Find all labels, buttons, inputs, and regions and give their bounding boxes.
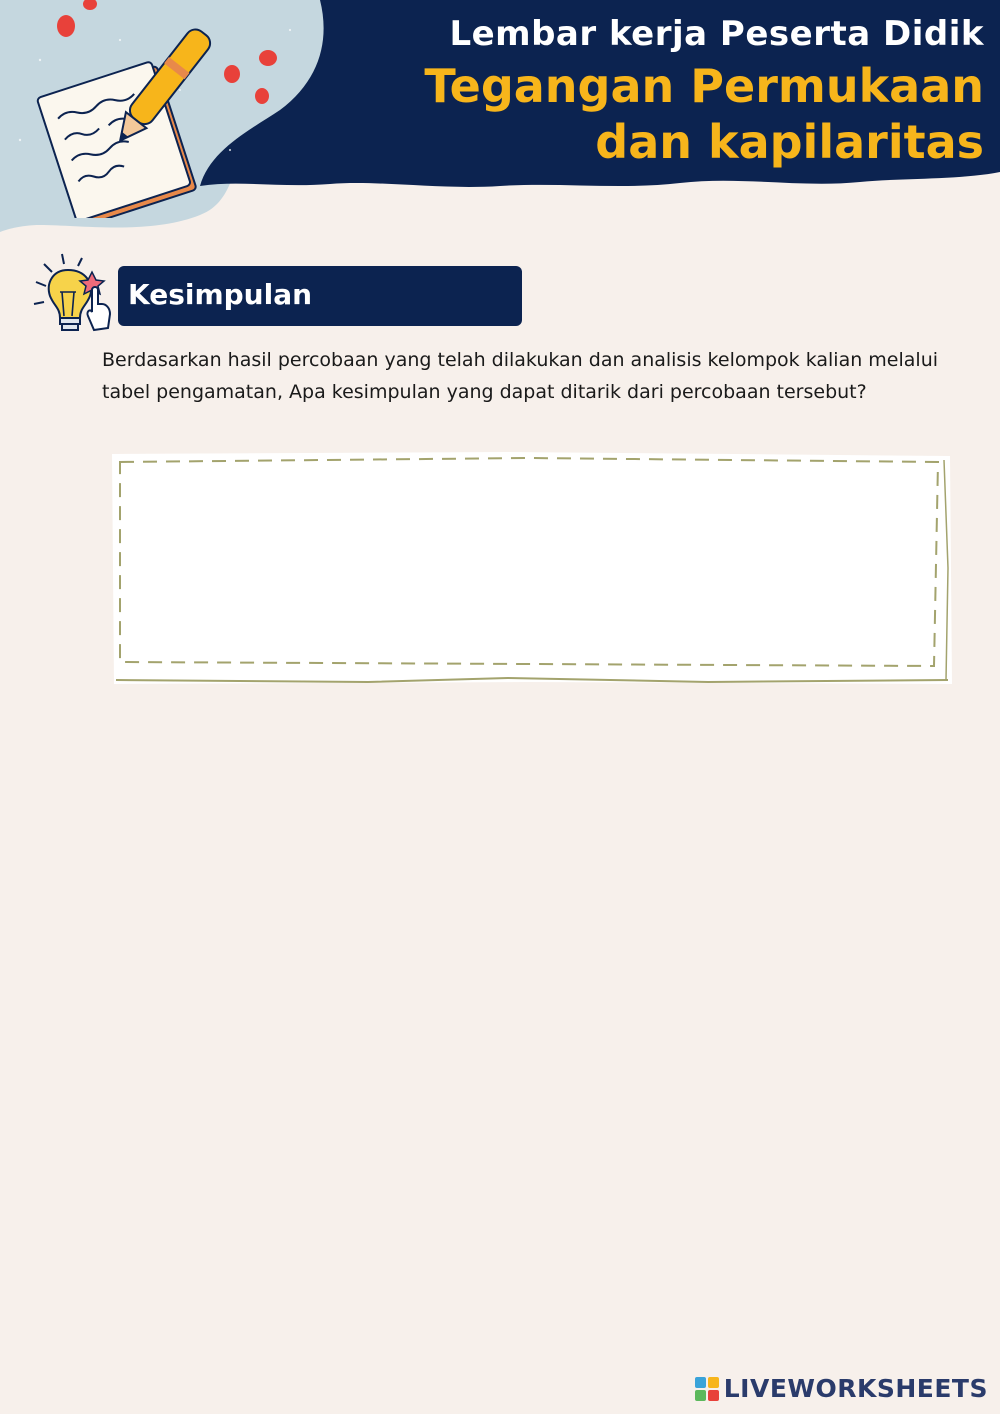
page-title: Lembar kerja Peserta Didik xyxy=(449,14,984,54)
liveworksheets-logo-icon xyxy=(694,1376,720,1402)
section-heading xyxy=(118,266,522,326)
section-heading-label: Kesimpulan xyxy=(128,278,313,311)
answer-input[interactable] xyxy=(130,470,934,662)
footer-brand xyxy=(694,1374,988,1403)
page-subtitle xyxy=(344,58,984,170)
subtitle-line-2: dan kapilaritas xyxy=(595,115,984,169)
notebook-pen-icon xyxy=(20,18,220,218)
question-text: Berdasarkan hasil percobaan yang telah dilakukan dan analisis kelompok kalian melalui tabel pengamatan, Apa kesimpulan yang dapat ditarik dari percobaan tersebut? xyxy=(102,349,939,403)
brand-text: LIVEWORKSHEETS xyxy=(723,1374,988,1403)
lightbulb-hand-icon xyxy=(30,252,130,342)
subtitle-line-1: Tegangan Permukaan xyxy=(424,59,984,113)
